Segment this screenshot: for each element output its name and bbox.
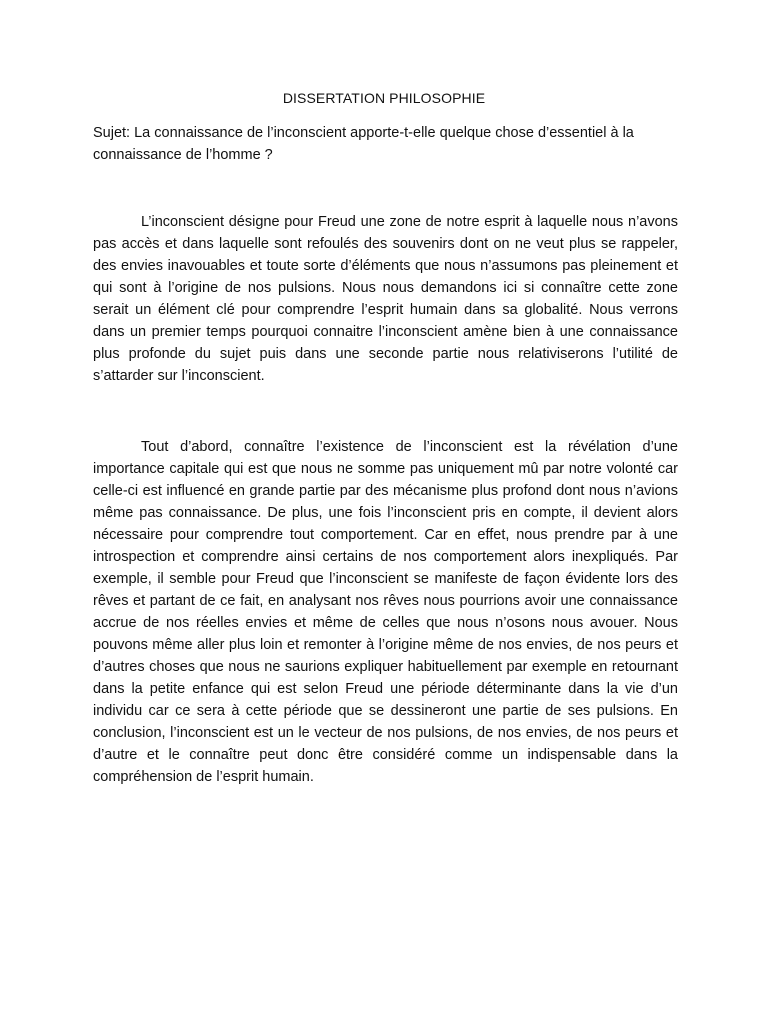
first-part-paragraph: Tout d’abord, connaître l’existence de l’inconscient est la révélation d’une importance capitale qui est que nous ne somme pas uniquement mû par notre volonté car celle-ci est influencé en grande partie par des mécanisme plus profond dont nous n’avions même pas connaissance. De plus, une fois l’inconscient pris en compte, il devient alors nécessaire pour comprendre tout comportement. Car en effet, nous prendre par à une introspection et comprendre ainsi certains de nos comportement alors inexpliqués. Par exemple, il semble pour Freud que l’inconscient se manifeste de façon évidente lors des rêves et partant de ce fait, en analysant nos rêves nous pourrions avoir une connaissance accrue de nos réelles envies et même de celles que nous n’osons nous avouer. Nous pouvons même aller plus loin et remonter à l’origine même de nos envies, de nos peurs et d’autres choses que nous ne saurions expliquer habituellement par exemple en retournant dans la petite enfance qui est selon Freud une période déterminante dans la vie d’un individu car ce sera à cette période que se dessineront une partie de ses pulsions. En conclusion, l’inconscient est un le vecteur de nos pulsions, de nos envies, de nos peurs et d’autre et le connaître peut donc être considéré comme un indispensable dans la compréhension de l’esprit humain. <box>93 439 678 785</box>
document-title: DISSERTATION PHILOSOPHIE <box>282 90 486 106</box>
dissertation-subject: Sujet: La connaissance de l’inconscient apporte-t-elle quelque chose d’essentiel à la connaissance de l’homme ? <box>93 125 634 163</box>
introduction-paragraph: L’inconscient désigne pour Freud une zone de notre esprit à laquelle nous n’avons pas accès et dans laquelle sont refoulés des souvenirs dont on ne veut plus se rappeler, des envies inavouables et toute sorte d’éléments que nous n’assumons pas pleinement et qui sont à l’origine de nos pulsions. Nous nous demandons ici si connaître cette zone serait un élément clé pour comprendre l’esprit humain dans sa globalité. Nous verrons dans un premier temps pourquoi connaitre l’inconscient amène bien à une connaissance plus profonde du sujet puis dans une seconde partie nous relativiserons l’utilité de s’attarder sur l’inconscient. <box>93 214 678 384</box>
